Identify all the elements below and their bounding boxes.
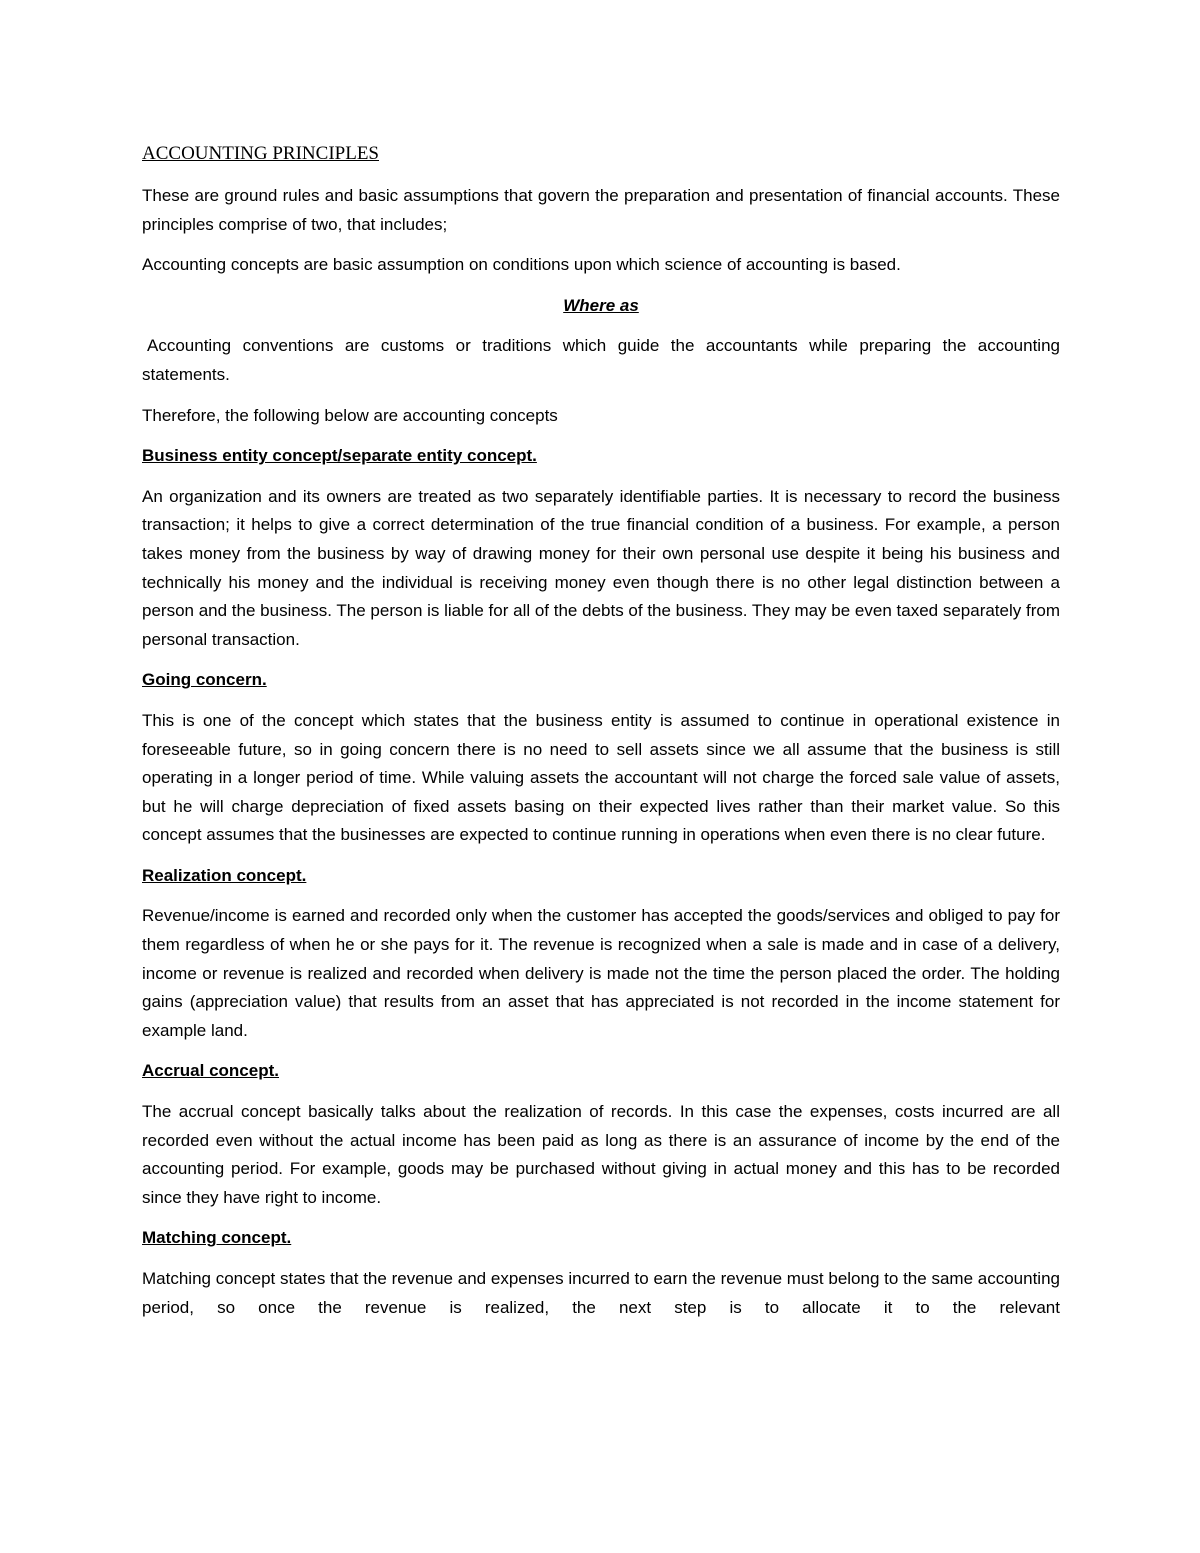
document-page — [142, 140, 1060, 1334]
where-as-heading: Where as — [563, 295, 639, 315]
section-heading-going-concern: Going concern. — [142, 670, 267, 690]
section-heading-accrual: Accrual concept. — [142, 1061, 279, 1081]
document-title: ACCOUNTING PRINCIPLES — [142, 143, 379, 164]
section-body-going-concern: This is one of the concept which states that the business entity is assumed to continue in operational existence in foreseeable future, so in going concern there is no need to sell assets since we all assume that the business is still operating in a longer period of time. While valuing assets the accountant will not charge the forced sale value of assets, but he will charge depreciation of fixed assets basing on their expected lives rather than their market value. So this concept assumes that the businesses are expected to continue running in operations when even there is no clear future. — [142, 710, 1060, 845]
section-heading-matching: Matching concept. — [142, 1228, 292, 1248]
section-heading-realization: Realization concept. — [142, 865, 307, 885]
section-body-business-entity: An organization and its owners are treated as two separately identifiable parties. It is necessary to record the business transaction; it helps to give a correct determination of the true financial condition of a business. For example, a person takes money from the business by way of drawing money for their own personal use despite it being his business and technically his money and the individual is receiving money even though there is no other legal distinction between a person and the business. The person is liable for all of the debts of the business. They may be even taxed separately from personal transaction. — [142, 486, 1060, 649]
therefore-paragraph: Therefore, the following below are accounting concepts — [142, 405, 558, 425]
section-heading-business-entity: Business entity concept/separate entity concept. — [142, 446, 537, 466]
concepts-definition-paragraph: Accounting concepts are basic assumption on conditions upon which science of accounting is based. — [142, 255, 901, 275]
section-body-accrual: The accrual concept basically talks about the realization of records. In this case the expenses, costs incurred are all recorded even without the actual income has been paid as long as there is an assurance of income by the end of the accounting period. For example, goods may be purchased without giving in actual money and this has to be recorded since they have right to income. — [142, 1102, 1060, 1207]
intro-paragraph: These are ground rules and basic assumptions that govern the preparation and presentation of financial accounts. These principles comprise of two, that includes; — [142, 186, 1060, 234]
section-body-matching: Matching concept states that the revenue and expenses incurred to earn the revenue must belong to the same accounting period, so once the revenue is realized, the next step is to allocate it to the relevant — [142, 1269, 1060, 1317]
section-body-realization: Revenue/income is earned and recorded only when the customer has accepted the goods/services and obliged to pay for them regardless of when he or she pays for it. The revenue is recognized when a sale is made and in case of a delivery, income or revenue is realized and recorded when delivery is made not the time the person placed the order. The holding gains (appreciation value) that results from an asset that has appreciated is not recorded in the income statement for example land. — [142, 906, 1060, 1040]
conventions-definition-paragraph: Accounting conventions are customs or traditions which guide the accountants while preparing the accounting statements. — [142, 336, 1060, 384]
